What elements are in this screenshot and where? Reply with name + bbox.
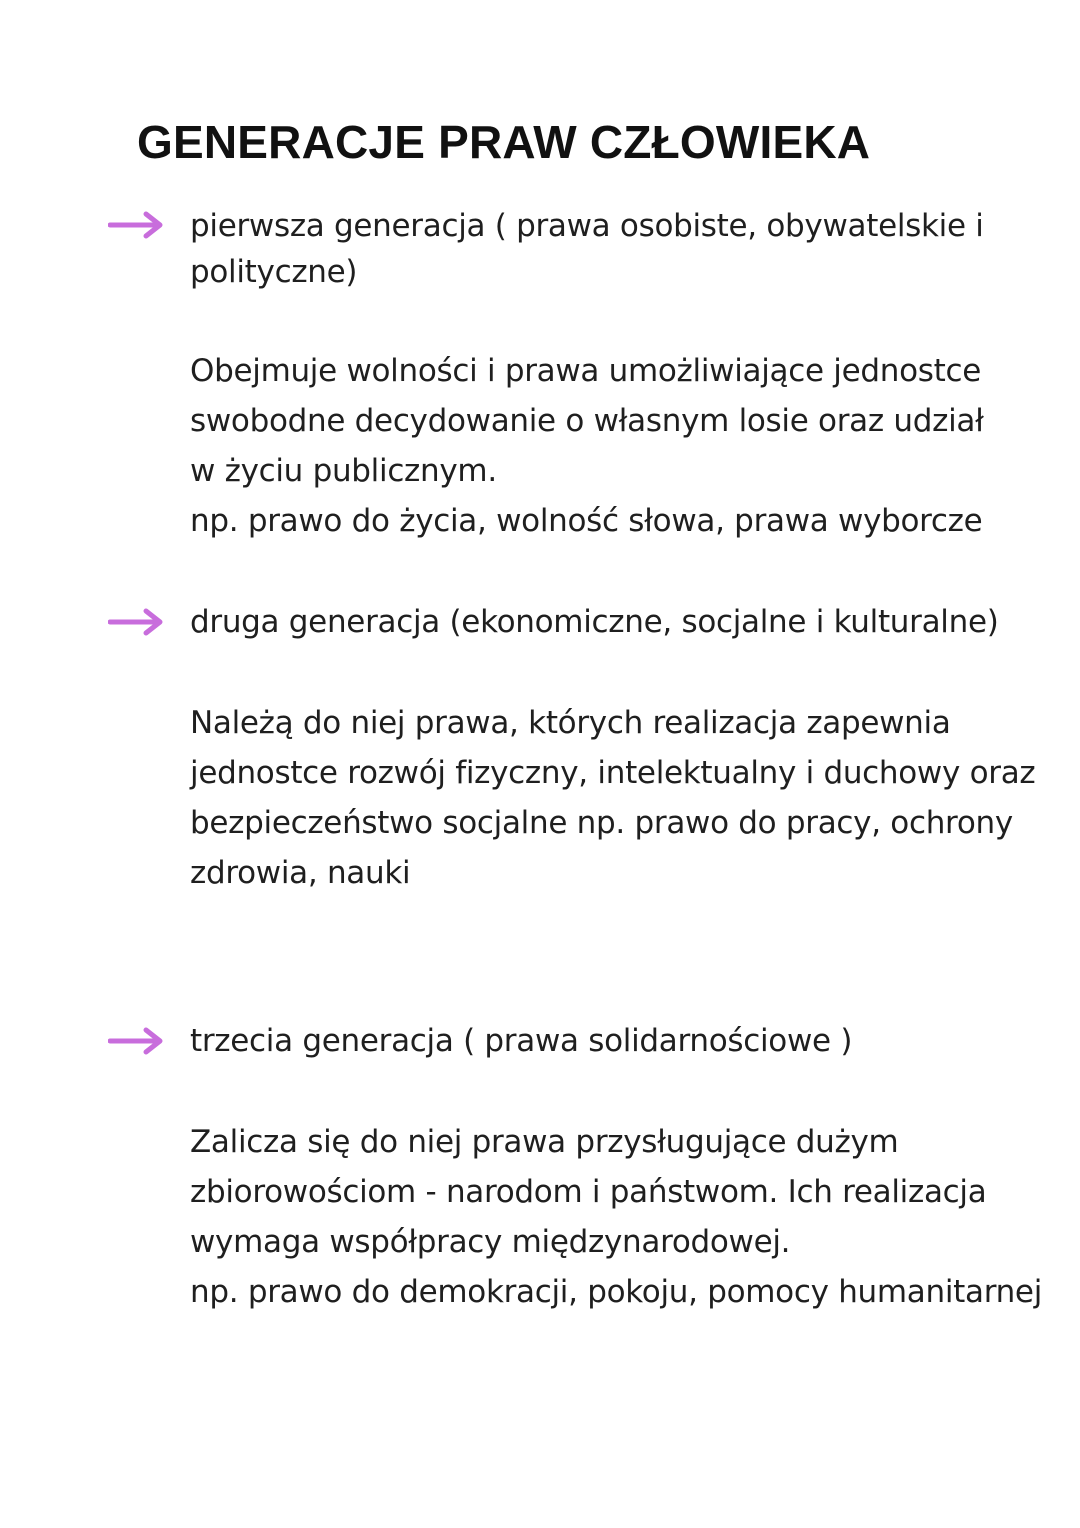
section-1-heading-line: polityczne) <box>190 254 358 290</box>
section-1-body-line: w życiu publicznym. <box>190 453 497 489</box>
section-2-body-line: zdrowia, nauki <box>190 855 411 891</box>
section-3-body-line: Zalicza się do niej prawa przysługujące dużym <box>190 1124 899 1160</box>
section-1-heading <box>190 203 984 295</box>
section-2-body-line: Należą do niej prawa, których realizacja zapewnia <box>190 705 951 741</box>
section-1-body-line: Obejmuje wolności i prawa umożliwiające jednostce <box>190 353 981 389</box>
section-2-heading <box>190 599 999 645</box>
section-2-body-line: jednostce rozwój fizyczny, intelektualny i duchowy oraz <box>190 755 1036 791</box>
section-1-body-line: swobodne decydowanie o własnym losie oraz udział <box>190 403 984 439</box>
right-arrow-icon <box>108 210 164 240</box>
section-3-body <box>190 1117 1042 1317</box>
section-2-body <box>190 698 1035 898</box>
section-1-body <box>190 346 984 546</box>
section-3-body-line: zbiorowościom - narodom i państwom. Ich realizacja <box>190 1174 987 1210</box>
section-2-body-line: bezpieczeństwo socjalne np. prawo do pracy, ochrony <box>190 805 1013 841</box>
section-2-heading-line: druga generacja (ekonomiczne, socjalne i kulturalne) <box>190 604 999 640</box>
page-title: GENERACJE PRAW CZŁOWIEKA <box>137 116 871 168</box>
section-3-body-line: np. prawo do demokracji, pokoju, pomocy humanitarnej <box>190 1274 1043 1310</box>
section-1-body-line: np. prawo do życia, wolność słowa, prawa wyborcze <box>190 503 983 539</box>
section-3-heading-line: trzecia generacja ( prawa solidarnościowe ) <box>190 1023 853 1059</box>
section-1-heading-line: pierwsza generacja ( prawa osobiste, obywatelskie i <box>190 208 984 244</box>
right-arrow-icon <box>108 1026 164 1056</box>
right-arrow-icon <box>108 607 164 637</box>
section-3-heading <box>190 1018 852 1064</box>
section-3-body-line: wymaga współpracy międzynarodowej. <box>190 1224 791 1260</box>
